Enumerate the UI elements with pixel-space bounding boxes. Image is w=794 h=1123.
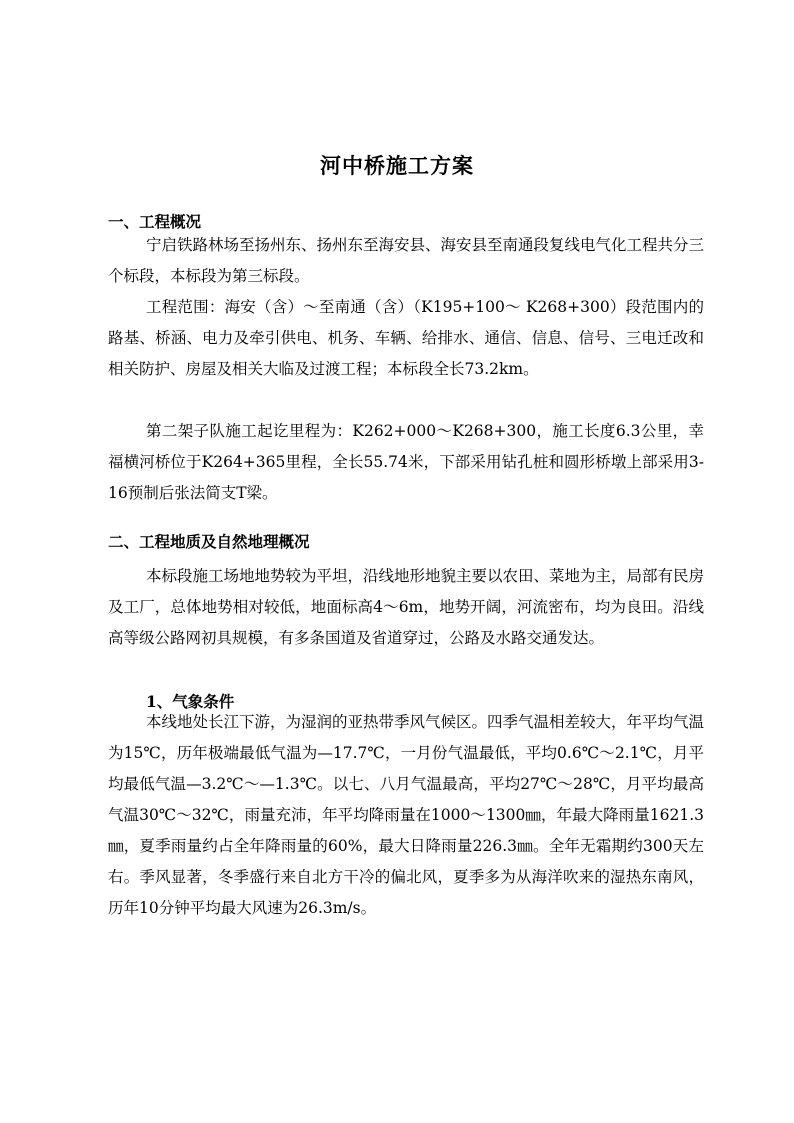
paragraph-geology: 本标段施工场地地势较为平坦，沿线地形地貌主要以农田、菜地为主，局部有民房及工厂，总体地势相对较低，地面标高4～6m，地势开阔，河流密布，均为良田。沿线高等级公路网初具规模，有多条国道及省道穿过，公路及水路交通发达。 xyxy=(108,567,705,647)
paragraph-project-scope: 工程范围：海安（含）～至南通（含）（K195+100～ K268+300）段范围内的路基、桥涵、电力及牵引供电、机务、车辆、给排水、通信、信息、信号、三电迁改和相关防护、房屋及相关大临及过渡工程；本标段全长73.2km。 xyxy=(108,298,704,378)
section-heading-overview: 一、工程概况 xyxy=(108,212,202,231)
paragraph-project-intro: 宁启铁路林场至扬州东、扬州东至海安县、海安县至南通段复线电气化工程共分三个标段，本标段为第三标段。 xyxy=(108,236,705,285)
document-title: 河中桥施工方案 xyxy=(320,153,474,178)
subsection-heading-weather: 1、气象条件 xyxy=(146,692,235,711)
paragraph-weather: 本线地处长江下游，为湿润的亚热带季风气候区。四季气温相差较大，年平均气温为15℃，历年极端最低气温为—17.7℃，一月份气温最低，平均0.6℃～2.1℃，月平均最低气温—3.2℃～—1.3℃。以七、八月气温最高，平均27℃～28℃，月平均最高气温30℃～32℃，雨量充沛，年平均降雨量在1000～1300㎜，年最大降雨量1621.3㎜，夏季雨量约占全年降雨量的60%，最大日降雨量226.3㎜。全年无霜期约300天左右。季风显著，冬季盛行来自北方干冷的偏北风，夏季多为从海洋吹来的湿热东南风，历年10分钟平均最大风速为26.3m/s。 xyxy=(108,713,705,917)
paragraph-bridge-details: 第二架子队施工起讫里程为：K262+000～K268+300，施工长度6.3公里，幸福横河桥位于K264+365里程，全长55.74米，下部采用钻孔桩和圆形桥墩上部采用3-16预制后张法简支T梁。 xyxy=(108,422,704,502)
section-heading-geology: 二、工程地质及自然地理概况 xyxy=(108,532,310,551)
